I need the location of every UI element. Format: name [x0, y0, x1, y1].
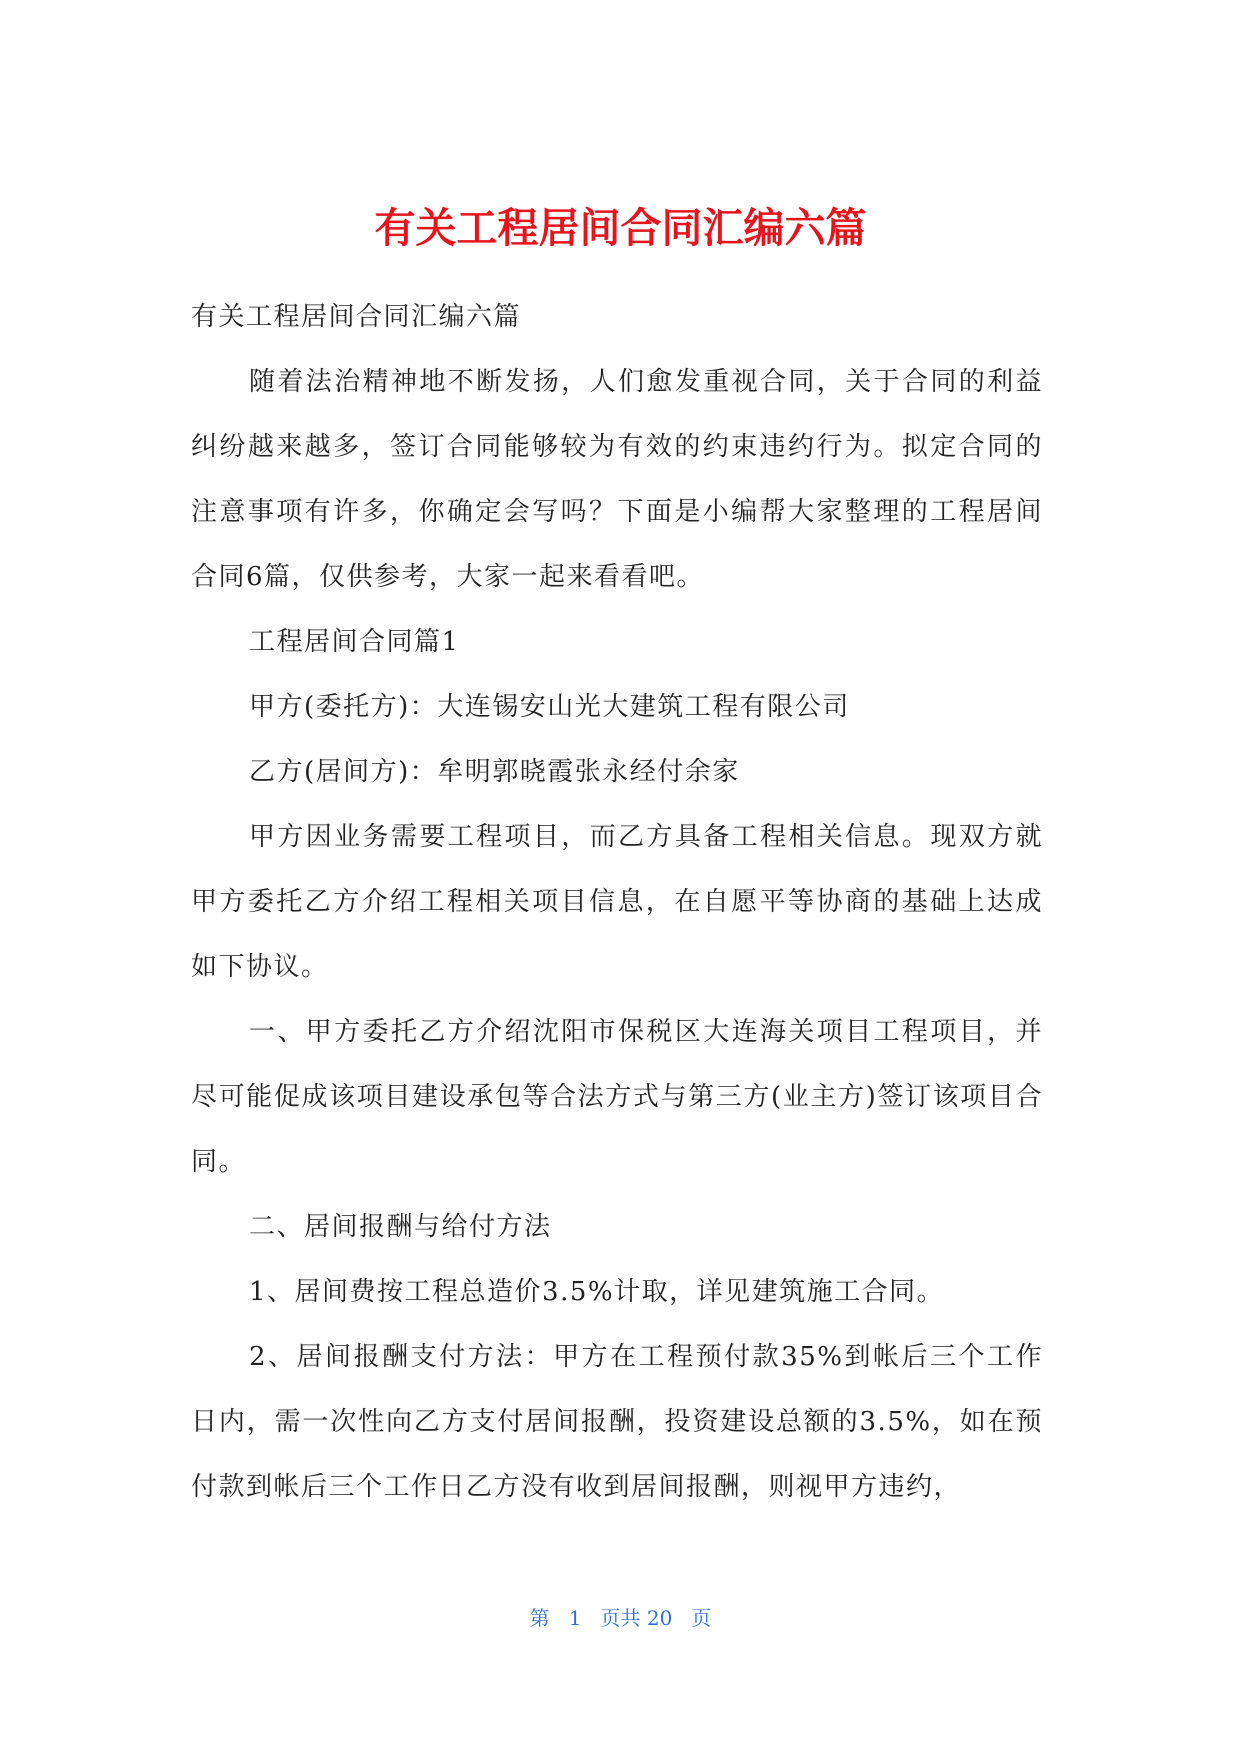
paragraph-subtitle: 有关工程居间合同汇编六篇 — [191, 302, 522, 332]
footer-label-total: 页共 — [600, 1606, 641, 1630]
paragraph-clause-2-item-2: 2、居间报酬支付方法：甲方在工程预付款35%到帐后三个工作日内，需一次性向乙方支付居间报酬，投资建设总额的3.5%，如在预付款到帐后三个工作日乙方没有收到居间报酬，则视甲方违约， — [191, 1342, 1043, 1502]
footer-total-pages: 20 — [646, 1606, 673, 1630]
paragraph-section-heading: 工程居间合同篇1 — [249, 627, 460, 657]
paragraph-party-a: 甲方(委托方)：大连锡安山光大建筑工程有限公司 — [249, 692, 850, 722]
footer-label-end: 页 — [691, 1606, 712, 1630]
paragraph-clause-2-heading: 二、居间报酬与给付方法 — [249, 1212, 552, 1242]
document-body — [191, 285, 1043, 1520]
page-footer — [0, 1603, 1241, 1633]
document-title: 有关工程居间合同汇编六篇 — [374, 204, 867, 252]
footer-current-page: 1 — [568, 1606, 582, 1630]
paragraph-preamble: 甲方因业务需要工程项目，而乙方具备工程相关信息。现双方就甲方委托乙方介绍工程相关项目信息，在自愿平等协商的基础上达成如下协议。 — [191, 822, 1043, 982]
footer-label-page: 第 — [529, 1606, 550, 1630]
paragraph-clause-1: 一、甲方委托乙方介绍沈阳市保税区大连海关项目工程项目，并尽可能促成该项目建设承包等合法方式与第三方(业主方)签订该项目合同。 — [191, 1017, 1043, 1177]
paragraph-intro: 随着法治精神地不断发扬，人们愈发重视合同，关于合同的利益纠纷越来越多，签订合同能够较为有效的约束违约行为。拟定合同的注意事项有许多，你确定会写吗？下面是小编帮大家整理的工程居间合同6篇，仅供参考，大家一起来看看吧。 — [191, 367, 1043, 592]
paragraph-clause-2-item-1: 1、居间费按工程总造价3.5%计取，详见建筑施工合同。 — [249, 1277, 945, 1307]
paragraph-party-b: 乙方(居间方)：牟明郭晓霞张永经付余家 — [249, 757, 740, 787]
